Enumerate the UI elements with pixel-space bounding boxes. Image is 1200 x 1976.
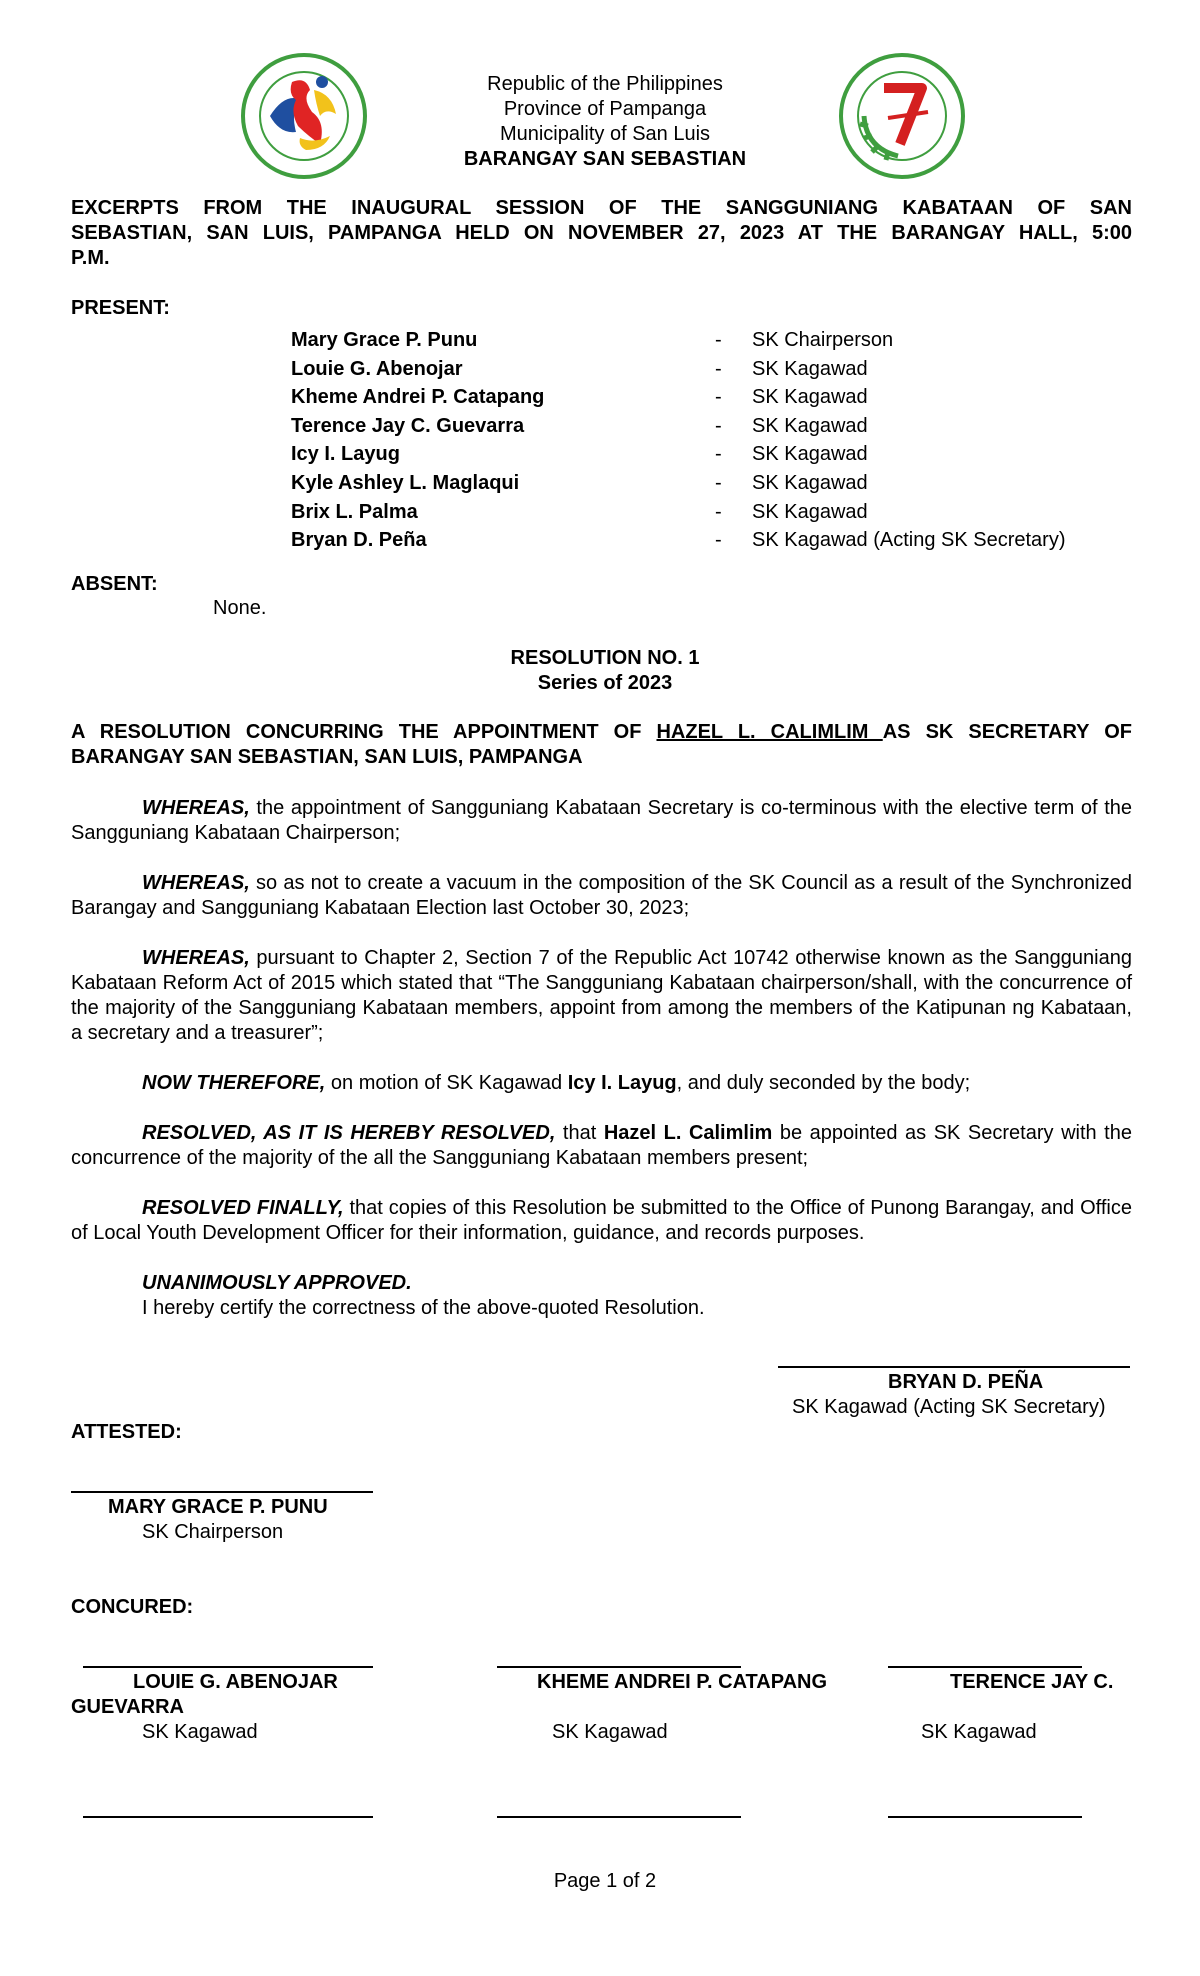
resolution-series: Series of 2023 xyxy=(537,672,673,694)
member-name: Kheme Andrei P. Catapang xyxy=(291,386,545,409)
absent-value: None. xyxy=(213,597,267,619)
paragraph-text: on motion of SK Kagawad xyxy=(325,1072,568,1094)
paragraph-text: be appointed as SK Secretary with the concurrence of the majority of the all the Sangguniang Kabataan members present; xyxy=(71,1122,1132,1169)
title-text: A RESOLUTION CONCURRING THE APPOINTMENT OF xyxy=(71,721,657,743)
chairperson-signature-line xyxy=(71,1491,373,1493)
absent-label: ABSENT: xyxy=(71,573,158,595)
paragraph-text: so as not to create a vacuum in the composition of the SK Council as a result of the Synchronized Barangay and Sangguniang Kabataan Election last October 30, 2023; xyxy=(71,872,1132,919)
excerpt-line2: SEBASTIAN, SAN LUIS, PAMPANGA HELD ON NOVEMBER 27, 2023 AT THE BARANGAY HALL, 5:00 xyxy=(71,222,1132,244)
member-row xyxy=(291,471,1151,500)
member-dash: - xyxy=(715,443,722,466)
paragraph-text: , and duly seconded by the body; xyxy=(676,1072,971,1094)
secretary-name: BRYAN D. PEÑA xyxy=(888,1371,1044,1393)
member-dash: - xyxy=(715,500,722,523)
paragraph-text: the appointment of Sangguniang Kabataan Secretary is co-terminous with the elective term of the Sangguniang Kabataan Chairperson; xyxy=(71,797,1132,844)
header-line3: Municipality of San Luis xyxy=(499,123,711,145)
excerpt-line3: P.M. xyxy=(71,247,110,269)
whereas-paragraph-2 xyxy=(71,871,1132,921)
secretary-signature-line xyxy=(778,1366,1130,1368)
member-row xyxy=(291,357,1151,386)
whereas-paragraph-3 xyxy=(71,946,1132,1046)
paragraph-text: that xyxy=(555,1122,604,1144)
now-therefore-paragraph xyxy=(71,1071,1132,1096)
resolution-title-line2: BARANGAY SAN SEBASTIAN, SAN LUIS, PAMPANGA xyxy=(71,746,583,768)
resolution-title xyxy=(71,720,1132,770)
sk-logo-seal-icon xyxy=(240,52,368,180)
member-row xyxy=(291,528,1151,557)
member-role: SK Kagawad xyxy=(752,500,868,523)
secretary-title: SK Kagawad (Acting SK Secretary) xyxy=(792,1396,1106,1418)
member-name: Terence Jay C. Guevarra xyxy=(291,414,525,437)
resolution-title-line1 xyxy=(71,720,1132,745)
header-line2: Province of Pampanga xyxy=(503,98,707,120)
paragraph-lead: RESOLVED, AS IT IS HEREBY RESOLVED, xyxy=(142,1122,556,1144)
kagawad-name-catapang: KHEME ANDREI P. CATAPANG xyxy=(537,1671,828,1693)
member-row xyxy=(291,414,1151,443)
member-role: SK Kagawad (Acting SK Secretary) xyxy=(752,529,1066,552)
member-row xyxy=(291,500,1151,529)
kagawad-title: SK Kagawad xyxy=(552,1721,668,1743)
member-name: Bryan D. Peña xyxy=(291,529,427,552)
paragraph-lead: WHEREAS, xyxy=(142,947,250,969)
kagawad-title: SK Kagawad xyxy=(921,1721,1037,1743)
header-barangay: BARANGAY SAN SEBASTIAN xyxy=(463,148,747,170)
kagawad-signature-line xyxy=(83,1666,373,1668)
paragraph-lead: NOW THEREFORE, xyxy=(142,1072,326,1094)
member-name: Louie G. Abenojar xyxy=(291,357,463,380)
member-row xyxy=(291,385,1151,414)
member-name: Icy I. Layug xyxy=(291,443,400,466)
mover-name: Icy I. Layug xyxy=(567,1072,677,1094)
unanimously-approved: UNANIMOUSLY APPROVED. xyxy=(142,1272,412,1294)
member-role: SK Kagawad xyxy=(752,443,868,466)
concured-label: CONCURED: xyxy=(71,1596,194,1618)
appointee-name: HAZEL L. CALIMLIM xyxy=(656,721,883,743)
member-row xyxy=(291,442,1151,471)
present-list xyxy=(291,328,1151,557)
kagawad-signature-line xyxy=(888,1816,1082,1818)
paragraph-lead: WHEREAS, xyxy=(142,872,250,894)
member-role: SK Kagawad xyxy=(752,386,868,409)
member-role: SK Kagawad xyxy=(752,357,868,380)
member-dash: - xyxy=(715,386,722,409)
paragraph-lead: WHEREAS, xyxy=(142,797,250,819)
kagawad-name-guevarra-line1: TERENCE JAY C. xyxy=(950,1671,1114,1693)
certification-text: I hereby certify the correctness of the above-quoted Resolution. xyxy=(142,1297,705,1319)
member-dash: - xyxy=(715,471,722,494)
resolved-paragraph xyxy=(71,1121,1132,1171)
barangay-seven-seal-icon xyxy=(838,52,966,180)
member-dash: - xyxy=(715,414,722,437)
resolution-number: RESOLUTION NO. 1 xyxy=(510,647,700,669)
member-role: SK Chairperson xyxy=(752,329,894,351)
kagawad-signature-line xyxy=(497,1816,741,1818)
excerpt-heading xyxy=(71,196,1132,271)
chairperson-title: SK Chairperson xyxy=(142,1521,284,1543)
paragraph-text: pursuant to Chapter 2, Section 7 of the Republic Act 10742 otherwise known as the Sangguniang Kabataan Reform Act of 2015 which stated that “The Sangguniang Kabataan chairperson/shall, with the concurrence of the majority of the Sangguniang Kabataan members, appoint from among the members of the Katipunan ng Kabataan, a secretary and a treasurer”; xyxy=(71,947,1132,1044)
present-label: PRESENT: xyxy=(71,297,170,319)
member-name: Kyle Ashley L. Maglaqui xyxy=(291,471,520,494)
excerpt-line1: EXCERPTS FROM THE INAUGURAL SESSION OF THE SANGGUNIANG KABATAAN OF SAN xyxy=(71,197,1132,219)
appointee-name: Hazel L. Calimlim xyxy=(603,1122,773,1144)
resolved-finally-paragraph xyxy=(71,1196,1132,1246)
kagawad-name-abenojar: LOUIE G. ABENOJAR xyxy=(133,1671,338,1693)
page-number: Page 1 of 2 xyxy=(553,1870,657,1892)
member-role: SK Kagawad xyxy=(752,414,868,437)
member-name: Brix L. Palma xyxy=(291,500,418,523)
member-row xyxy=(291,328,1151,357)
kagawad-signature-line xyxy=(888,1666,1082,1668)
member-dash: - xyxy=(715,357,722,380)
member-dash: - xyxy=(715,529,722,552)
title-text: AS SK SECRETARY OF xyxy=(882,721,1132,743)
kagawad-name-guevarra-line2: GUEVARRA xyxy=(71,1696,184,1718)
member-role: SK Kagawad xyxy=(752,471,868,494)
attested-label: ATTESTED: xyxy=(71,1421,182,1443)
paragraph-text: that copies of this Resolution be submitted to the Office of Punong Barangay, and Office of Local Youth Development Officer for their information, guidance, and records purposes. xyxy=(71,1197,1132,1244)
kagawad-signature-line xyxy=(83,1816,373,1818)
member-dash: - xyxy=(715,329,722,351)
paragraph-lead: RESOLVED FINALLY, xyxy=(142,1197,344,1219)
kagawad-signature-line xyxy=(497,1666,741,1668)
header-line1: Republic of the Philippines xyxy=(487,73,723,95)
whereas-paragraph-1 xyxy=(71,796,1132,846)
kagawad-title: SK Kagawad xyxy=(142,1721,258,1743)
member-name: Mary Grace P. Punu xyxy=(291,329,478,351)
chairperson-name: MARY GRACE P. PUNU xyxy=(108,1496,328,1518)
